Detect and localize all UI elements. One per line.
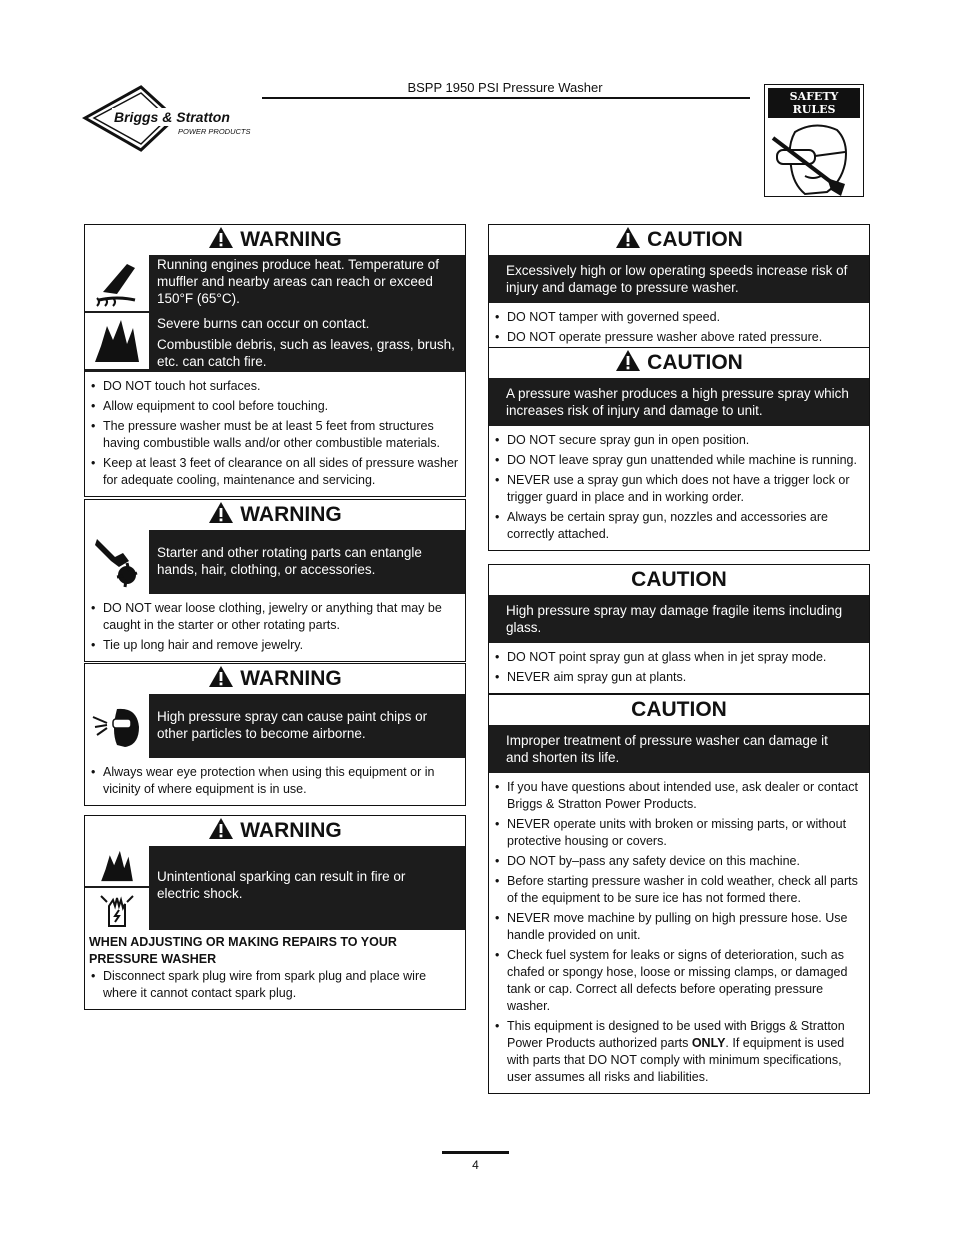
list-item: • The pressure washer must be at least 5 feet from structures having combustible walls and/or other combustible materials.: [89, 418, 459, 452]
caution-bullet-list: [489, 426, 869, 550]
warning-heading: WARNING: [240, 228, 342, 251]
briggs-logo: [82, 84, 262, 154]
caution-message: Improper treatment of pressure washer can damage it and shorten its life.: [489, 725, 869, 773]
list-item: • Allow equipment to cool before touching.: [89, 398, 459, 415]
warning-heading: WARNING: [240, 503, 342, 526]
warning-message: Severe burns can occur on contact.: [157, 316, 370, 331]
list-item: • DO NOT touch hot surfaces.: [89, 378, 459, 395]
warning-message: Running engines produce heat. Temperature of muffler and nearby areas can reach or exceed 150°F (65°C).: [157, 257, 439, 306]
list-item: • Always be certain spray gun, nozzles and accessories are correctly attached.: [493, 509, 863, 543]
electric-shock-icon-cell: [85, 888, 149, 930]
caution-panel-fragile-items: [488, 564, 870, 694]
warning-panel-heat: [84, 224, 466, 497]
list-item: • NEVER move machine by pulling on high pressure hose. Use handle provided on unit.: [493, 910, 863, 944]
fire-icon-cell: [85, 313, 151, 369]
warning-heading: WARNING: [240, 667, 342, 690]
caution-bullet-list: [489, 773, 869, 1093]
warning-panel-airborne-particles: [84, 663, 466, 806]
warning-heading: WARNING: [240, 819, 342, 842]
list-item: • DO NOT operate pressure washer above rated pressure.: [493, 329, 863, 346]
entanglement-icon-cell: [85, 530, 151, 594]
caution-panel-high-pressure: [488, 347, 870, 551]
eye-protection-icon: [89, 701, 145, 751]
list-item: • NEVER operate units with broken or missing parts, or without protective housing or covers.: [493, 816, 863, 850]
caution-header: CAUTION: [631, 568, 727, 591]
warning-bullet-list: [85, 594, 465, 661]
warning-message-block: [85, 846, 465, 930]
warning-message: High pressure spray can cause paint chips or other particles to become airborne.: [157, 709, 428, 741]
warning-header: [85, 664, 465, 694]
brand-name: Briggs & Stratton: [114, 109, 230, 125]
fire-icon: [95, 848, 139, 884]
warning-panel-sparking: [84, 815, 466, 1010]
list-item: • DO NOT wear loose clothing, jewelry or anything that may be caught in the starter or other rotating parts.: [89, 600, 459, 634]
caution-message: Excessively high or low operating speeds increase risk of injury and damage to pressure washer.: [489, 255, 869, 303]
caution-message: A pressure washer produces a high pressure spray which increases risk of injury and damage to unit.: [489, 378, 869, 426]
list-item-emphasis: ONLY: [691, 1036, 726, 1050]
list-item: • DO NOT secure spray gun in open position.: [493, 432, 863, 449]
list-item: • If you have questions about intended use, ask dealer or contact Briggs & Stratton Power Products.: [493, 779, 863, 813]
list-item: [493, 1018, 863, 1086]
warning-triangle-icon: [615, 226, 641, 249]
warning-header: [85, 816, 465, 846]
list-item-text: . If equipment is used with parts that DO NOT comply with minimum specifications, user assumes all risks and liabilities.: [507, 1036, 845, 1084]
warning-message-block: [85, 530, 465, 594]
list-item: • DO NOT leave spray gun unattended while machine is running.: [493, 452, 863, 469]
entanglement-icon: [89, 533, 145, 591]
hot-surface-icon-cell: [85, 255, 151, 311]
page-number: 4: [472, 1158, 479, 1172]
list-item: • Check fuel system for leaks or signs of deterioration, such as chafed or spongy hose, loose or missing clamps, or damaged tank or cap. Correct all defects before operating pressure washer.: [493, 947, 863, 1015]
list-item: • DO NOT point spray gun at glass when in jet spray mode.: [493, 649, 863, 666]
goggles-face-icon: [765, 118, 863, 202]
caution-message: High pressure spray may damage fragile items including glass.: [489, 595, 869, 643]
warning-header: [85, 225, 465, 255]
warning-triangle-icon: [208, 665, 234, 688]
caution-heading: CAUTION: [647, 351, 743, 374]
safety-rules-badge: [764, 84, 864, 197]
list-item: • Keep at least 3 feet of clearance on all sides of pressure washer for adequate cooling, maintenance and servicing.: [89, 455, 459, 489]
caution-heading: CAUTION: [647, 228, 743, 251]
warning-message: Combustible debris, such as leaves, grass, brush, etc. can catch fire.: [157, 337, 455, 369]
caution-panel-improper-treatment: [488, 694, 870, 1094]
safety-rules-label: SAFETY RULES: [768, 88, 860, 118]
list-item: • Always wear eye protection when using this equipment or in vicinity of where equipment is in use.: [89, 764, 459, 798]
list-item: • Disconnect spark plug wire from spark plug and place wire where it cannot contact spark plug.: [89, 968, 459, 1002]
list-item: • DO NOT tamper with governed speed.: [493, 309, 863, 326]
hot-surface-icon: [89, 258, 145, 308]
caution-bullet-list: [489, 643, 869, 693]
warning-message-block: [85, 255, 465, 372]
brand-sub: POWER PRODUCTS: [178, 127, 251, 136]
fire-icon-cell: [85, 846, 149, 888]
warning-header: [85, 500, 465, 530]
warning-bullet-list: [85, 968, 465, 1009]
caution-header: CAUTION: [631, 698, 727, 721]
fire-icon: [89, 316, 145, 366]
warning-message: Starter and other rotating parts can entangle hands, hair, clothing, or accessories.: [157, 545, 422, 577]
document-title: BSPP 1950 PSI Pressure Washer: [407, 80, 603, 95]
warning-panel-rotating-parts: [84, 499, 466, 662]
list-item: • NEVER use a spray gun which does not have a trigger lock or trigger guard in place and in working order.: [493, 472, 863, 506]
eye-protection-icon-cell: [85, 694, 151, 758]
list-item: • DO NOT by–pass any safety device on this machine.: [493, 853, 863, 870]
caution-bullet-list: [489, 303, 869, 353]
list-item-text: This equipment is designed to be used with Briggs & Stratton Power Products authorized parts: [507, 1019, 845, 1050]
list-item: • NEVER aim spray gun at plants.: [493, 669, 863, 686]
warning-triangle-icon: [208, 501, 234, 524]
warning-triangle-icon: [208, 817, 234, 840]
warning-triangle-icon: [208, 226, 234, 249]
caution-header: [489, 348, 869, 378]
electric-shock-icon: [97, 890, 137, 928]
warning-triangle-icon: [615, 349, 641, 372]
caution-header: [489, 225, 869, 255]
caution-panel-speed: [488, 224, 870, 354]
warning-message-block: [85, 694, 465, 758]
list-item: • Before starting pressure washer in cold weather, check all parts of the equipment to be sure ice has not formed there.: [493, 873, 863, 907]
page-number-rule: [442, 1151, 509, 1154]
header-rule: [262, 97, 750, 99]
warning-message: Unintentional sparking can result in fire or electric shock.: [157, 869, 406, 901]
list-item: • Tie up long hair and remove jewelry.: [89, 637, 459, 654]
repair-subheading: WHEN ADJUSTING OR MAKING REPAIRS TO YOUR PRESSURE WASHER: [89, 935, 397, 966]
warning-bullet-list: [85, 372, 465, 496]
warning-bullet-list: [85, 758, 465, 805]
